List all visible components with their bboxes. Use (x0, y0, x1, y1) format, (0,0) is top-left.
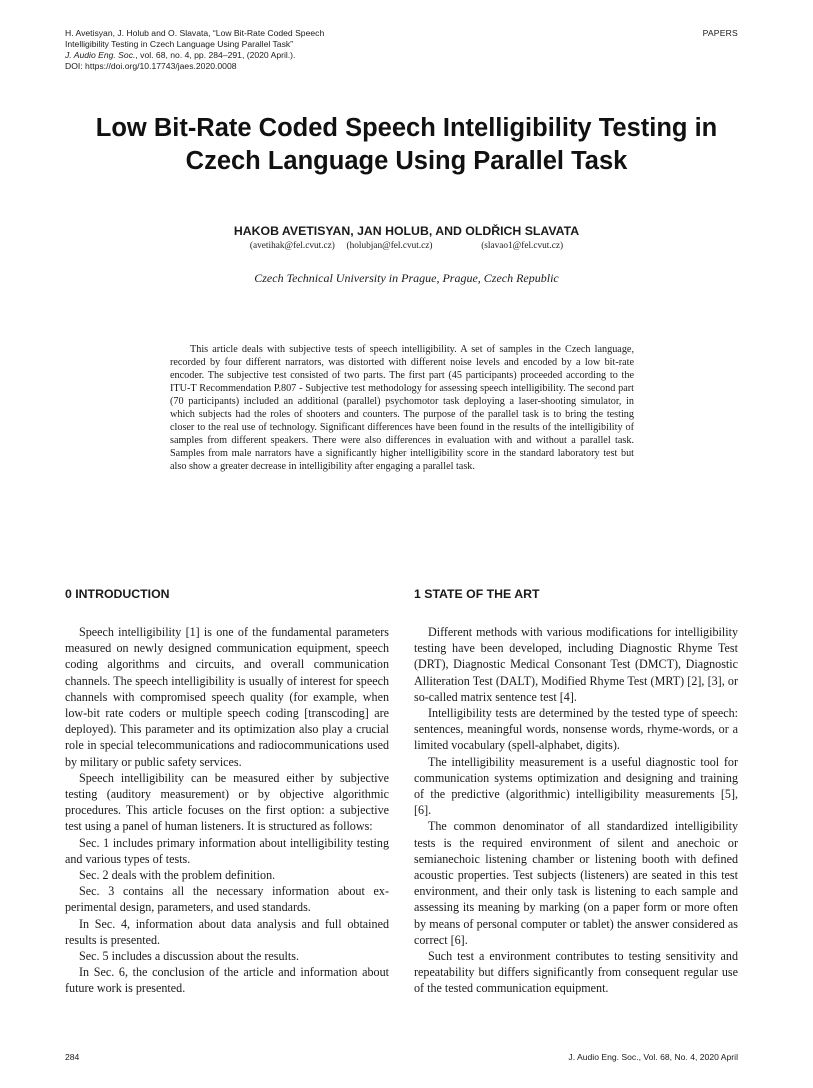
paragraph: Intelligibility tests are determined by the tested type of speech: sentences, meaningful words, nonsense words, rhyme-words, or a limited vocabulary (spell-alphabet, digits). (414, 706, 738, 753)
paragraph: Speech intelligibility [1] is one of the fundamental parameters measured on newly designed communication equipment, speech coding algorithms and circuits, and overall communication channels. The speech intelligibility is usually of interest for speech channels with compromised speech quality (for example, when low-bit rate coders or multiple speech coding [transcoding] are deployed). This parameter and its optimization also play a crucial role in special telecommunications and radiocommunications used by military or public safety services. (65, 625, 389, 769)
section-heading-state-of-the-art: 1 STATE OF THE ART (414, 587, 540, 601)
doi-link[interactable]: DOI: https://doi.org/10.17743/jaes.2020.0008 (65, 61, 237, 71)
footer-journal-info: J. Audio Eng. Soc., Vol. 68, No. 4, 2020 April (568, 1052, 738, 1062)
section-label: PAPERS (702, 28, 738, 38)
author-list: HAKOB AVETISYAN, JAN HOLUB, AND OLDŘICH SLAVATA (233, 224, 580, 238)
author-emails (0, 241, 813, 251)
citation-line-2: Intelligibility Testing in Czech Language Using Parallel Task” (65, 39, 294, 49)
paragraph: In Sec. 6, the conclusion of the article and information about future work is presented. (65, 965, 389, 996)
citation-line-1: H. Avetisyan, J. Holub and O. Slavata, “Low Bit-Rate Coded Speech (65, 28, 325, 38)
email-slavata[interactable]: (slavao1@fel.cvut.cz) (481, 241, 564, 251)
paragraph: In Sec. 4, information about data analysis and full obtained results is presented. (65, 916, 389, 947)
paragraph: Different methods with various modifications for intelligibility testing have been developed, including Diagnostic Rhyme Test (DRT), Diagnostic Medical Consonant Test (DMCT), Diagnostic Alliteration Test (DALT), Modified Rhyme Test (MRT) [2], [3], or so-called matrix sentence test [4]. (414, 625, 738, 704)
affiliation: Czech Technical University in Prague, Prague, Czech Republic (254, 271, 559, 285)
title-line-1: Low Bit-Rate Coded Speech Intelligibility Testing in (95, 114, 718, 142)
header-citation (65, 28, 395, 72)
paragraph: The common denominator of all standardized intelligibility tests is the required environment of silent and anechoic or semianechoic listening chamber or listening booth with defined acoustic properties. Test subjects (listeners) are seated in this test environment, and their only task is listening to each sample and assessing its meaning by marking (on a paper form or more often by means of personal computer or tablet) the answer considered as correct [6]. (414, 819, 738, 947)
citation-line-3 (65, 50, 395, 61)
title-line-2: Czech Language Using Parallel Task (185, 147, 628, 175)
paper-title (40, 112, 773, 178)
paragraph: Sec. 2 deals with the problem definition. (79, 868, 276, 883)
abstract: This article deals with subjective tests of speech intelligibility. A set of samples in the Czech language, recorded by four different narrators, was distorted with different noise levels and encoded by a low bit-rate encoder. The subjective test consisted of two parts. The first part (45 participants) proceeded according to the ITU-T Recommendation P.807 - Subjective test methodology for assessing speech intelligibility. The second part (70 participants) included an additional (parallel) psychomotor task deploying a laser-shooting simulator, in which subjects had the roles of shooters and counters. The purpose of the parallel task is to bring the testing closer to the real use of technology. Significant differences have been found in the results of the intelligibility of samples from different speakers. There were also differences in evaluation with and without a parallel task. Samples from male narrators have a significantly higher intelligibility score in the standard laboratory test but also show a greater decrease in intelligibility after engaging a parallel task. (170, 344, 634, 472)
email-avetisyan[interactable]: (avetihak@fel.cvut.cz) (249, 241, 335, 251)
citation-volume: , vol. 68, no. 4, pp. 284–291, (2020 April.). (135, 50, 296, 60)
citation-journal: J. Audio Eng. Soc. (65, 50, 136, 60)
left-column (65, 586, 389, 997)
paragraph: Sec. 3 contains all the necessary information about experimental design, parameters, and used standards. (65, 884, 389, 915)
paragraph: The intelligibility measurement is a useful diagnostic tool for communication systems optimization and designing and training of the predictive (algorithmic) intelligibility measurements [5], [6]. (414, 754, 738, 818)
paragraph: Sec. 1 includes primary information about intelligibility testing and various types of tests. (65, 835, 389, 866)
paragraph: Sec. 5 includes a discussion about the results. (79, 949, 300, 964)
page-number: 284 (65, 1052, 80, 1062)
section-heading-introduction: 0 INTRODUCTION (65, 587, 170, 601)
email-holub[interactable]: (holubjan@fel.cvut.cz) (346, 241, 433, 251)
right-column (414, 586, 738, 997)
paragraph: Speech intelligibility can be measured either by subjective testing (auditory measurement) or by objective algorithmic procedures. This article focuses on the first option: a subjective test using a panel of human listeners. It is structured as follows: (65, 770, 389, 834)
paragraph: Such test a environment contributes to testing sensitivity and repeatability but differs significantly from consequent regular use of the tested communication equipment. (414, 949, 738, 996)
